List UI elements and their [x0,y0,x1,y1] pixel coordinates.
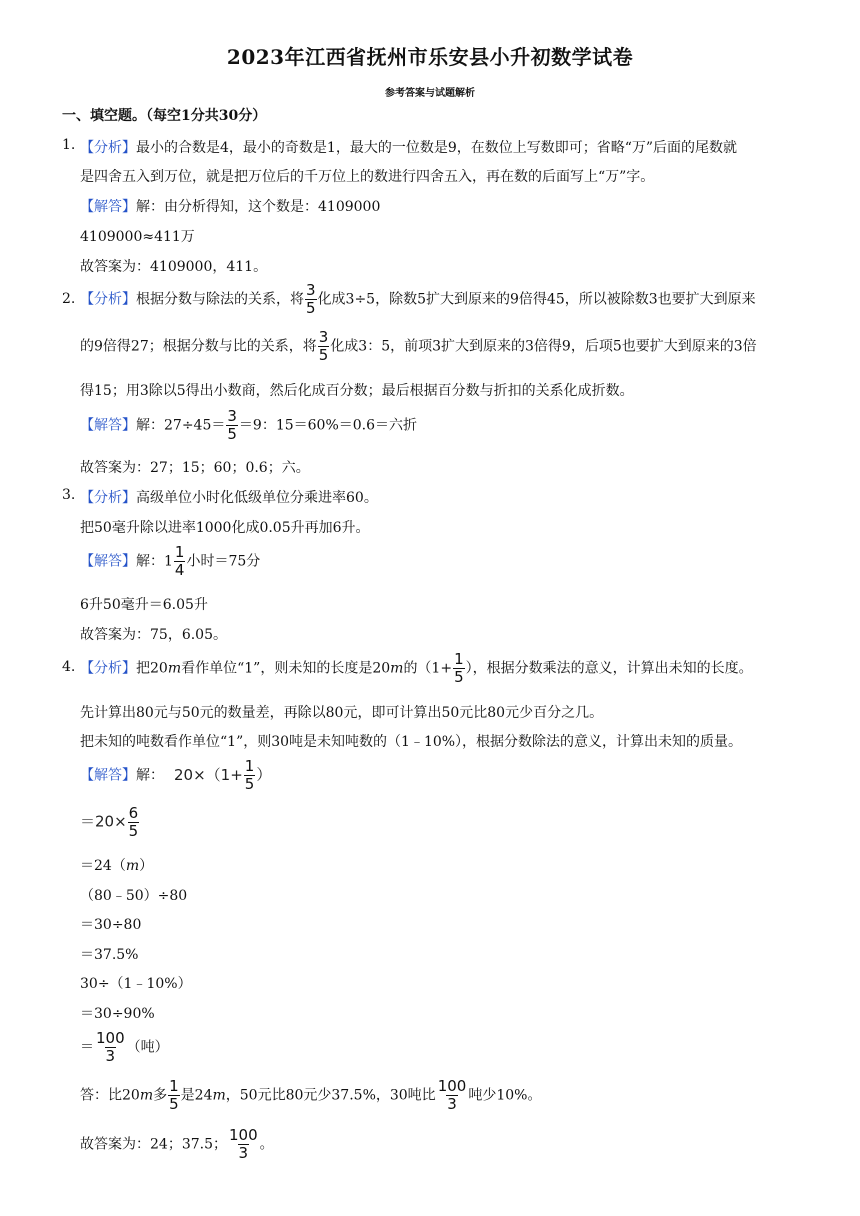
fraction-6-5: $\frac{6}{5}$ [128,804,139,840]
q3-line-4: 6升50毫升＝6.05升 [80,597,208,613]
section-heading: 一、填空题。（每空1分共30分） [62,108,267,124]
q4-step-1 [80,805,140,840]
q4-expression: 20×（1+ [174,765,243,784]
q4-step-3: （80﹣50）÷80 [80,888,188,904]
q4-text: 的（1+ [403,660,453,677]
q4-conclusion-text: 多 [153,1087,168,1104]
q4-final-text: 故答案为：24；37.5； [80,1136,227,1153]
q4-text: 把20 [136,660,168,677]
fraction-3-5: $\frac{3}{5}$ [227,407,237,443]
q4-step-text: ） [139,858,154,874]
q4-step-text: （吨） [126,1039,169,1056]
fraction-100-3: $\frac{100}{3}$ [96,1029,125,1065]
q1-answer-text: 解：由分析得知，这个数是：4109000 [136,199,381,215]
q2-final-answer: 故答案为：27；15；60；0.6；六。 [80,460,310,476]
fraction-100-3: $\frac{100}{3}$ [229,1126,258,1162]
q4-step-4: ＝30÷80 [80,917,142,933]
q4-answer-line [80,758,271,793]
q4-conclusion-text: 是24 [180,1087,213,1104]
q3-analysis-line [80,487,378,507]
analysis-tag: 【分析】 [80,490,136,506]
answer-tag: 【解答】 [80,553,136,570]
unit-m: m [139,1087,154,1104]
q4-step-6: 30÷（1﹣10%） [80,976,192,992]
fraction-1-5: $\frac{1}{5}$ [244,757,255,793]
q1-number: 1. [62,137,76,153]
q1-approx-line: 4109000≈411万 [80,229,195,245]
unit-m: m [167,660,182,677]
q2-text: 化成3÷5，除数5扩大到原来的9倍得45，所以被除数3也要扩大到原来 [317,291,756,308]
q2-number: 2. [62,291,76,307]
q4-conclusion-text: ，50元比80元少37.5%，30吨比 [225,1087,436,1104]
unit-m: m [212,1087,226,1104]
analysis-tag: 【分析】 [80,291,136,308]
q1-final-answer: 故答案为：4109000，411。 [80,259,268,275]
q2-analysis-line-1 [80,282,756,317]
q4-final-text: 。 [259,1136,274,1153]
fraction-1-5: $\frac{1}{5}$ [169,1077,179,1113]
q2-text: 根据分数与除法的关系，将 [136,291,304,308]
q4-step-5: ＝37.5% [80,947,139,963]
answer-tag: 【解答】 [80,417,136,434]
q4-step-2 [80,855,153,875]
unit-m: m [125,858,140,874]
q2-answer-text: ＝9：15＝60%＝0.6＝六折 [238,417,418,434]
q4-answer-label: 解： [136,767,164,784]
q3-line-2: 把50毫升除以进率1000化成0.05升再加6升。 [80,520,370,536]
q2-answer-line [80,408,417,443]
fraction-1-4: $\frac{1}{4}$ [174,543,185,579]
q4-number: 4. [62,659,76,675]
q4-expression: ） [256,765,272,784]
q2-answer-text: 解：27÷45＝ [136,417,226,434]
q4-step-text: ＝ [80,1039,94,1056]
q4-step-8 [80,1030,169,1065]
unit-m: m [390,660,404,677]
q2-analysis-line-3: 得15；用3除以5得出小数商，然后化成百分数；最后根据百分数与折扣的关系化成折数。 [80,383,634,399]
answer-tag: 【解答】 [80,767,136,784]
q2-text: 化成3：5，前项3扩大到原来的3倍得9，后项5也要扩大到原来的3倍 [330,338,757,355]
q3-answer-text: 小时＝75分 [186,553,261,570]
q1-answer-line [80,196,380,216]
q3-final-answer: 故答案为：75，6.05。 [80,627,227,643]
page-title: 2023年江西省抚州市乐安县小升初数学试卷 [226,45,634,69]
q4-conclusion [80,1078,541,1113]
q4-final-answer [80,1127,274,1162]
q3-answer-line [80,544,260,579]
fraction-3-5: $\frac{3}{5}$ [318,328,329,364]
q1-analysis-text: 最小的合数是4，最小的奇数是1，最大的一位数是9，在数位上写数即可；省略“万”后面的尾数就 [136,140,738,156]
analysis-tag: 【分析】 [80,660,136,677]
page-subtitle: 参考答案与试题解析 [385,88,475,99]
q2-text: 的9倍得27；根据分数与比的关系，将 [80,338,317,355]
q4-text: 看作单位“1”，则未知的长度是20 [181,660,391,677]
q4-step-7: ＝30÷90% [80,1006,155,1022]
fraction-1-5: $\frac{1}{5}$ [454,650,464,686]
fraction-100-3: $\frac{100}{3}$ [437,1077,467,1113]
q4-text: ），根据分数乘法的意义，计算出未知的长度。 [465,660,753,677]
q4-analysis-line-1 [80,651,753,686]
q1-analysis-line-1 [80,137,737,157]
q3-number: 3. [62,487,76,503]
answer-tag: 【解答】 [80,199,136,215]
q2-analysis-line-2 [80,329,757,364]
q3-answer-text: 解：1 [136,553,173,570]
q3-analysis-text: 高级单位小时化低级单位分乘进率60。 [136,490,378,506]
analysis-tag: 【分析】 [80,140,136,156]
q1-analysis-line-2: 是四舍五入到万位，就是把万位后的千万位上的数进行四舍五入，再在数的后面写上“万”字。 [80,169,655,185]
q4-step-text: ＝24（ [80,858,126,874]
q4-analysis-line-2: 先计算出80元与50元的数量差，再除以80元，即可计算出50元比80元少百分之几。 [80,705,604,721]
q4-step-text: ＝20× [80,812,127,831]
q4-conclusion-text: 答：比20 [80,1087,140,1104]
fraction-3-5: $\frac{3}{5}$ [306,281,316,317]
q4-conclusion-text: 吨少10%。 [468,1087,542,1104]
q4-analysis-line-3: 把未知的吨数看作单位“1”，则30吨是未知吨数的（1﹣10%），根据分数除法的意义，计算出未知的质量。 [80,734,743,750]
